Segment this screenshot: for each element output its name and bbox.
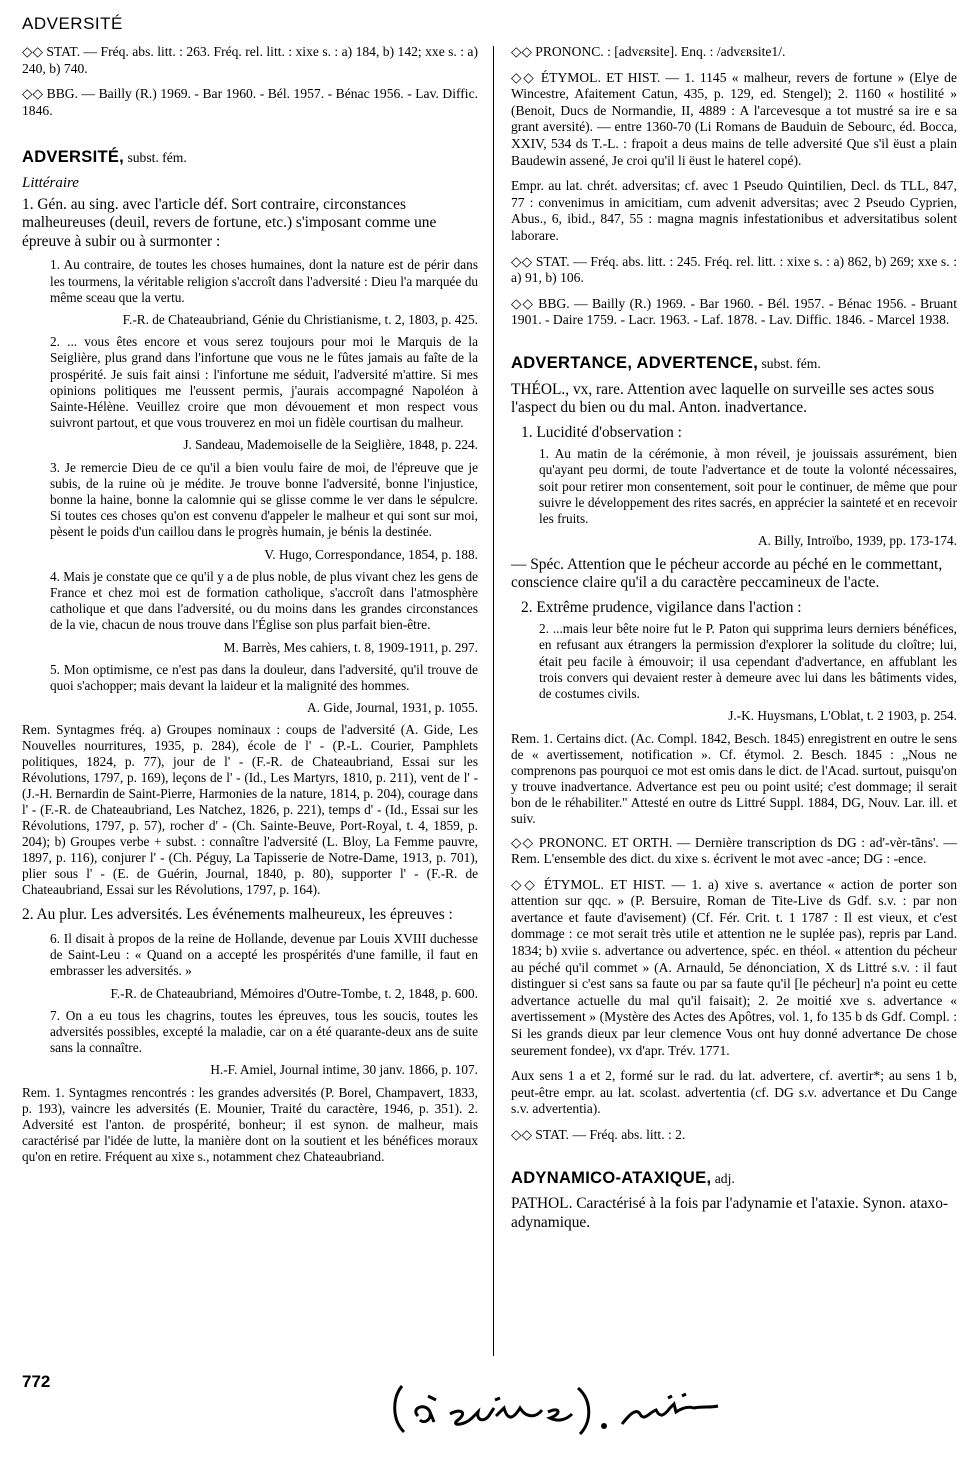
left-column [22,44,478,1173]
citation-5-source: A. Gide, Journal, 1931, p. 1055. [307,700,478,716]
etymology-entry-2: ◇◇ ÉTYMOL. ET HIST. — 1. a) xive s. avertance « action de porter son attention sur qqc. » (P. Bersuire, Roman de Tite-Live ds Gdf. s.v. : par non avertance et faute d'avisement) (Cf. Fér. Crit. t. 1 1787 : Il est vieux, et c'est dommage : ce mot serait très utile et attention ne le suplée pas), repris par Land. 1834; b) xviie s. advertance ou advertence, spéc. en théol. « attention du pécheur au péché qu'il commet » (A. Arnauld, 5e dénonciation, X ds Littré s.v. : il faut distinguer si c'est sans sa faute ou par sa faute qu'il [le pécheur] n'a point eu cette advertance actuelle du mal qu'il faisait); 2. 2e moitié xve s. advertance « avertissement » (Mystère des Actes des Apôtres, vol. 1, fo 135 b ds Gdf. Compl. : Si les grands dieux par leur clemence Vous ont huy donné advertance De chose seurement fondee), vx d'apr. Trév. 1771. [511,876,957,1058]
sense-2: 2. Au plur. Les adversités. Les événements malheureux, les épreuves : [22,906,453,924]
running-head: ADVERSITÉ [22,14,123,33]
remark-3: Rem. 1. Certains dict. (Ac. Compl. 1842, Besch. 1845) enregistrent en outre le sens de « avertissement, notification ». Cf. étymol. 2. Besch. 1845 : „Nous ne comprenons pas pourquoi ce mot est omis dans le dict. de l'Acad. surtout, puisqu'on y trouve inadvertance. Advertance est peu ou point usité; c'est dommage; il serait bon de le réhabiliter." Attesté en outre ds Littré Suppl. 1884, DG, Nouv. Lar. ill. et suiv. [511,730,957,826]
column-divider [493,46,494,1356]
stat-entry: ◇◇ STAT. — Fréq. abs. litt. : 263. Fréq. rel. litt. : xixe s. : a) 184, b) 142; xxe s. : a) 240, b) 740. [22,44,478,76]
citation-3: 3. Je remercie Dieu de ce qu'il a bien voulu faire de moi, de l'épreuve que je subis, de la ruine où je médite. Je trouve bonne l'adversité, bonne l'injustice, bonne la haine, bonne la calomnie qui se glisse comme le ver dans le sépulcre. Si toutes ces choses qu'on est convenu d'appeler le malheur et qui sont sur moi, pèsent le poids d'un caillou dans le progrès humain, je bénis la destinée. [50,459,478,540]
stat-entry-2: ◇◇ STAT. — Fréq. abs. litt. : 245. Fréq. rel. litt. : xixe s. : a) 862, b) 269; xxe s. : a) 91, b) 106. [511,253,957,286]
part-of-speech: subst. fém. [127,150,187,166]
pronunciation-entry-2: ◇◇ PRONONC. ET ORTH. — Dernière transcription ds DG : ad'-vèr-tãns'. — Rem. L'ensemble des dict. du xixe s. écrivent le mot avec -ance; DG : -ence. [511,834,957,867]
entry-header-3 [511,1170,957,1188]
bbg-entry-2: ◇◇ BBG. — Bailly (R.) 1969. - Bar 1960. - Bél. 1957. - Bénac 1956. - Bruant 1901. - Daire 1759. - Lacr. 1963. - Laf. 1878. - Lav. Diffic. 1846. - Marcel 1938. [511,295,957,328]
entry-header-2 [511,355,957,373]
special-sense: — Spéc. Attention que le pécheur accorde au péché en le commettant, conscience claire qu'il a du caractère peccamineux de l'acte. [511,555,943,592]
citation-2: 2. ... vous êtes encore et vous serez toujours pour moi le Marquis de la Seiglière, plus grand dans l'infortune que vous ne le fûtes jamais au faîte de la prospérité. Je suis fait ainsi : l'infortune me séduit, l'adversité m'attire. Si mes opinions politiques me l'eussent permis, j'aurais accompagné Napoléon à Sainte-Hélène. Veuillez croire que mon dévouement et mon respect vous suivront partout, et que vous trouverez en moi un fidèle courtisan du malheur. [50,334,478,431]
citation-2-2-source: J.-K. Huysmans, L'Oblat, t. 2 1903, p. 254. [728,708,957,724]
pronunciation-entry: ◇◇ PRONONC. : [advεʀsite]. Enq. : /advεʀsite1/. [511,44,786,59]
citation-1-source: F.-R. de Chateaubriand, Génie du Christianisme, t. 2, 1803, p. 425. [122,311,478,327]
page-number: 772 [22,1372,51,1391]
borrowing-note: Empr. au lat. chrét. adversitas; cf. avec 1 Pseudo Quintilien, Decl. ds TLL, 847, 77 : convenimus in amicitiam, cum advenit adversitas; avec 2 Pseudo Cyprien, Abus., 6, ibid., 847, 55 : magna magnis infestationibus et adversitatibus solent laborare. [511,178,957,243]
bbg-entry: ◇◇ BBG. — Bailly (R.) 1969. - Bar 1960. - Bél. 1957. - Bénac 1956. - Lav. Diffic. 1846. [22,86,478,118]
part-of-speech-2: subst. fém. [761,355,821,371]
sense-1: 1. Gén. au sing. avec l'article déf. Sort contraire, circonstances malheureuses (deuil, revers de fortune, etc.) s'imposant comme une épreuve à subir ou à surmonter : [22,195,437,250]
citation-2-1-source: A. Billy, Introïbo, 1939, pp. 173-174. [758,533,957,549]
citation-7-source: H.-F. Amiel, Journal intime, 30 janv. 1866, p. 107. [210,1062,478,1078]
handwritten-signature [598,1378,728,1438]
headword-3: ADYNAMICO-ATAXIQUE, [511,1168,712,1187]
definition-2: THÉOL., vx, rare. Attention avec laquelle on surveille ses actes sous l'aspect du bien ou du mal. Anton. inadvertance. [511,380,935,417]
definition-3: PATHOL. Caractérisé à la fois par l'adynamie et l'ataxie. Synon. ataxo-adynamique. [511,1195,949,1231]
etymology-entry: ◇◇ ÉTYMOL. ET HIST. — 1. 1145 « malheur, revers de fortune » (Elye de Wincestre, Afaitement Catun, 435, p. 129, ed. Stengel); 2. 1160 « hostilité » (Benoit, Ducs de Normandie, II, 4889 : A l'arcevesque a tot mustré sa ire e sa grant aversité). — entre 1360-70 (Li Romans de Bauduin de Sebourc, éd. Bocca, XXIV, 534 ds T.-L. : frapoit a deus mains de telle adversité Que s'il ëust a plain Baudewin assené, Je croi qu'il li ëust le haterel copé). [511,69,957,168]
citation-7: 7. On a eu tous les chagrins, toutes les épreuves, tous les soucis, toutes les adversités possibles, excepté la maladie, car on a été quarante-deux ans de suite sans la connaître. [50,1007,478,1056]
citation-5: 5. Mon optimisme, ce n'est pas dans la douleur, dans l'adversité, qu'il trouve de quoi s'achopper; mais devant la laideur et la malignité des hommes. [50,661,478,694]
etymology-entry-2b: Aux sens 1 a et 2, formé sur le rad. du lat. advertere, cf. avertir*; au sens 1 b, peut-être empr. au lat. scolast. advertentia (cf. DG s.v. advertance et Du Cange s.v. advertentia). [511,1068,957,1117]
citation-3-source: V. Hugo, Correspondance, 1854, p. 188. [264,546,478,562]
citation-6-source: F.-R. de Chateaubriand, Mémoires d'Outre-Tombe, t. 2, 1848, p. 600. [110,985,478,1001]
remark-2: Rem. 1. Syntagmes rencontrés : les grandes adversités (P. Borel, Champavert, 1833, p. 193), vaincre les adversités (E. Mounier, Traité du caractère, 1946, p. 351). 2. Adversité est l'anton. de prospérité, bonheur; il est synon. de malheur, mais caractérisé par l'idée de lutte, la manière dont on la soutient et les bénéfices moraux qu'on en retire. Fréquent au xixe s., notamment chez Chateaubriand. [22,1084,478,1164]
domain-label: Littéraire [22,174,79,191]
citation-4: 4. Mais je constate que ce qu'il y a de plus noble, de plus vivant chez les gens de France et chez moi est de formation catholique, s'accroît dans l'atmosphère catholique et que dans l'adversité, ou du moins dans les grandes circonstances de la vie, chacun de nous trouve dans l'Église son plus parfait bien-être. [50,568,478,633]
entry-header [22,149,478,167]
stat-entry-3: ◇◇ STAT. — Fréq. abs. litt. : 2. [511,1127,686,1142]
citation-2-source: J. Sandeau, Mademoiselle de la Seiglière, 1848, p. 224. [183,437,478,453]
citation-6: 6. Il disait à propos de la reine de Hollande, devenue par Louis XVIII duchesse de Saint-Leu : « Quand on a accepté les prospérités d'une famille, il faut en embrasser les adversités. » [50,931,478,979]
handwritten-a-suivre [390,1378,600,1438]
sense-2-1: 1. Lucidité d'observation : [521,423,682,441]
sense-2-2: 2. Extrême prudence, vigilance dans l'action : [521,598,802,616]
part-of-speech-3: adj. [714,1170,735,1186]
right-column [511,44,957,1238]
citation-4-source: M. Barrès, Mes cahiers, t. 8, 1909-1911, p. 297. [223,639,478,655]
remark-1: Rem. Syntagmes fréq. a) Groupes nominaux : coups de l'adversité (A. Gide, Les Nouvelles nourritures, 1935, p. 284), école de l' - (P.-L. Courier, Pamphlets politiques, 1824, p. 77), jour de l' - (F.-R. de Chateaubriand, Essai sur les Révolutions, 1797, p. 169), leçons de l' - (Id., Les Martyrs, 1810, p. 211), vent de l' - (J.-H. Bernardin de Saint-Pierre, Harmonies de la nature, 1814, p. 204), courage dans l' - (F.-R. de Chateaubriand, Les Natchez, 1826, p. 221), temps d' - (Id., Essai sur les Révolutions, 1797, p. 57), rocher d' - (Ch. Sainte-Beuve, Port-Royal, t. 4, 1859, p. 204); b) Groupes verbe + subst. : connaître l'adversité (L. Bloy, La Femme pauvre, 1897, p. 116), conjurer l' - (Ch. Péguy, La Tapisserie de Notre-Dame, 1913, p. 701), plier sous l' - (E. de Guérin, Journal, 1840, p. 80), supporter l' - (F.-R. de Chateaubriand, Essai sur les Révolutions, 1797, p. 164). [22,722,478,898]
headword-2: ADVERTANCE, ADVERTENCE, [511,353,759,372]
citation-1: 1. Au contraire, de toutes les choses humaines, dont la nature est de périr dans les tourmens, la véritable religion s'accroît dans l'adversité : Dieu l'a marquée du même sceau que la vertu. [50,257,478,305]
citation-2-2: 2. ...mais leur bête noire fut le P. Paton qui supprima leurs derniers bénéfices, en refusant aux étrangers la permission d'explorer la solitude du cloître; lui, était peu facile à émouvoir; il usa cependant d'advertance, en affublant les trois convers qui devaient rester à demeure avec lui dans les bâtiments vides, de costumes civils. [539,621,957,702]
citation-2-1: 1. Au matin de la cérémonie, à mon réveil, je jouissais assurément, bien qu'ayant peu dormi, de toute l'advertance et de toute la volonté nécessaires, soit pour retirer mon consentement, soit pour le continuer, de même que pour suivre le développement des rites sacrés, en apprécier la sainteté et en recevoir les fruits. [539,446,957,527]
headword: ADVERSITÉ, [22,148,125,167]
